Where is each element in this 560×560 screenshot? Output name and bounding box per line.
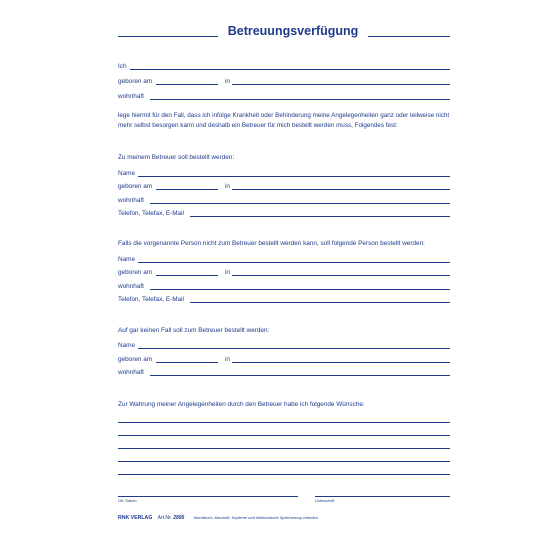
- s2-wohnhaft-field[interactable]: [150, 289, 450, 290]
- title-rule-left: [118, 36, 218, 37]
- statement-text: lege hiermit für den Fall, dass ich infolge Krankheit oder Behinderung meine Angelegenheiten ganz oder teilweise nicht mehr selbst besorgen kann und deshalb ein Betreuer für mich bestellt werden muss, Folgendes fest:: [118, 112, 450, 129]
- in-label: in: [225, 78, 230, 85]
- title-row: [118, 24, 448, 40]
- s2-wohnhaft-label: wohnhaft: [118, 283, 144, 290]
- unterschrift-field[interactable]: [315, 496, 450, 497]
- s3-wohnhaft-label: wohnhaft: [118, 369, 144, 376]
- article-prefix: Art.Nr.: [157, 515, 172, 521]
- s2-geboren-row: [118, 267, 450, 277]
- section1-heading: Zu meinem Betreuer soll bestellt werden:: [118, 154, 235, 161]
- s1-wohnhaft-label: wohnhaft: [118, 197, 144, 204]
- s1-name-row: [118, 168, 450, 178]
- s3-geburtsort-field[interactable]: [232, 362, 450, 363]
- article-number: [158, 515, 185, 521]
- ort-datum-label: Ort, Datum: [118, 499, 137, 503]
- title-rule-right: [368, 36, 450, 37]
- s1-kontakt-label: Telefon, Telefax, E-Mail: [118, 210, 184, 217]
- s1-geburtsort-field[interactable]: [232, 189, 450, 190]
- s2-kontakt-label: Telefon, Telefax, E-Mail: [118, 296, 184, 303]
- wish-line-5: [118, 466, 450, 476]
- footer: [118, 515, 450, 525]
- s3-in-label: in: [225, 356, 230, 363]
- s2-in-label: in: [225, 269, 230, 276]
- unterschrift-label: Unterschrift: [315, 499, 335, 503]
- publisher-logo: RNK VERLAG: [118, 515, 153, 521]
- ort-datum-field[interactable]: [118, 496, 298, 497]
- s1-name-label: Name: [118, 170, 136, 177]
- s3-wohnhaft-field[interactable]: [150, 375, 450, 376]
- geburtsort-field[interactable]: [232, 84, 450, 85]
- s1-kontakt-row: [118, 208, 450, 218]
- page-title: Betreuungsverfügung: [227, 24, 359, 38]
- s3-wohnhaft-row: [118, 367, 450, 377]
- geboren-field[interactable]: [156, 84, 218, 85]
- section4-heading: Zur Wahrung meiner Angelegenheiten durch den Betreuer habe ich folgende Wünsche:: [118, 401, 365, 408]
- ich-field[interactable]: [130, 69, 450, 70]
- s2-kontakt-row: [118, 294, 450, 304]
- wish-field-5[interactable]: [118, 474, 450, 475]
- wohnhaft-field[interactable]: [150, 99, 450, 100]
- section2-heading: Falls die vorgenannte Person nicht zum Betreuer bestellt werden kann, soll folgende Person bestellt werden:: [118, 240, 425, 247]
- wish-line-3: [118, 440, 450, 450]
- s2-wohnhaft-row: [118, 281, 450, 291]
- s3-name-field[interactable]: [138, 348, 450, 349]
- s2-geboren-label: geboren am: [118, 269, 153, 276]
- s2-geboren-field[interactable]: [156, 275, 218, 276]
- wish-field-2[interactable]: [118, 435, 450, 436]
- s1-wohnhaft-field[interactable]: [150, 203, 450, 204]
- wish-line-1: [118, 414, 450, 424]
- s3-geboren-row: [118, 354, 450, 364]
- s3-geboren-field[interactable]: [156, 362, 218, 363]
- s1-wohnhaft-row: [118, 195, 450, 205]
- s1-geboren-label: geboren am: [118, 183, 153, 190]
- s3-name-row: [118, 340, 450, 350]
- s1-kontakt-field[interactable]: [190, 216, 450, 217]
- wish-field-3[interactable]: [118, 448, 450, 449]
- s2-geburtsort-field[interactable]: [232, 275, 450, 276]
- s2-name-field[interactable]: [138, 262, 450, 263]
- s1-geboren-row: [118, 181, 450, 191]
- wohnhaft-label: wohnhaft: [118, 93, 144, 100]
- wish-field-1[interactable]: [118, 422, 450, 423]
- s2-name-row: [118, 254, 450, 264]
- wish-line-2: [118, 427, 450, 437]
- s2-name-label: Name: [118, 256, 136, 263]
- section3-heading: Auf gar keinen Fall soll zum Betreuer bestellt werden:: [118, 327, 270, 334]
- wohnhaft-row: [118, 91, 450, 101]
- copyright-note: Nachdruck, Abschrift, Kopieren und elektronische Speicherung verboten: [193, 515, 318, 520]
- s3-name-label: Name: [118, 342, 136, 349]
- s1-geboren-field[interactable]: [156, 189, 218, 190]
- ich-label: Ich: [118, 63, 127, 70]
- s1-name-field[interactable]: [138, 176, 450, 177]
- s2-kontakt-field[interactable]: [190, 302, 450, 303]
- wish-line-4: [118, 453, 450, 463]
- s3-geboren-label: geboren am: [118, 356, 153, 363]
- wish-field-4[interactable]: [118, 461, 450, 462]
- geboren-label: geboren am: [118, 78, 153, 85]
- s1-in-label: in: [225, 183, 230, 190]
- ich-row: [118, 61, 450, 71]
- geboren-row: [118, 76, 450, 86]
- article-nr-value: 2895: [173, 515, 185, 521]
